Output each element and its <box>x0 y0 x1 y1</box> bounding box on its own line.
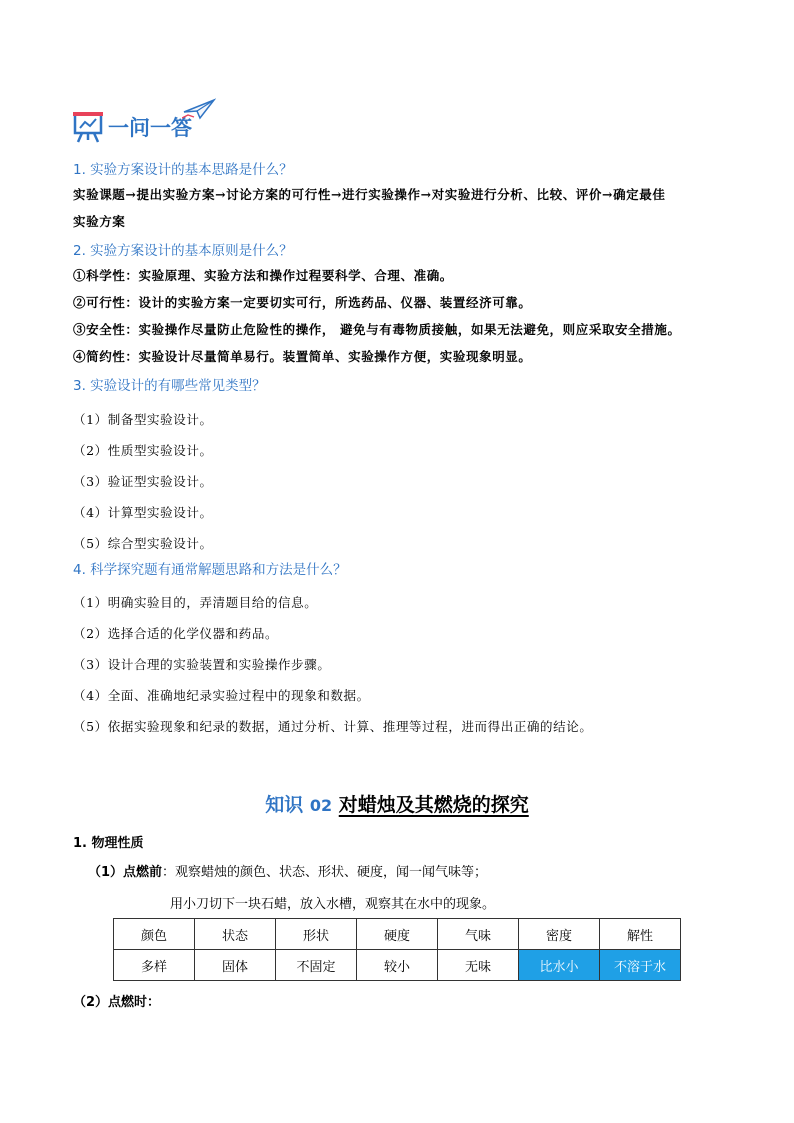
table-cell: 固体 <box>195 950 276 981</box>
table-header-cell: 颜色 <box>114 919 195 950</box>
section-prefix: 知识 <box>265 794 304 816</box>
section-title <box>0 790 794 817</box>
principle-scientific: ①科学性：实验原理、实验方法和操作过程要科学、合理、准确。 <box>73 268 453 283</box>
list-item: （2）性质型实验设计。 <box>73 443 213 458</box>
answer-line: 实验课题→提出实验方案→讨论方案的可行性→进行实验操作→对实验进行分析、比较、评价→确定最佳 <box>73 187 666 202</box>
table-header-cell: 气味 <box>438 919 519 950</box>
table-header-cell: 形状 <box>276 919 357 950</box>
table-cell: 较小 <box>357 950 438 981</box>
principle-simple: ④简约性：实验设计尽量简单易行。装置简单、实验操作方便，实验现象明显。 <box>73 349 532 364</box>
list-item: （1）制备型实验设计。 <box>73 412 213 427</box>
question-3: 3. 实验设计的有哪些常见类型？ <box>73 378 266 394</box>
list-item: （2）选择合适的化学仪器和药品。 <box>73 626 279 641</box>
paper-plane-icon <box>182 98 216 120</box>
before-ignition-label: （1）点燃前 <box>88 865 163 880</box>
principle-feasible: ②可行性：设计的实验方案一定要切实可行，所选药品、仪器、装置经济可靠。 <box>73 295 532 310</box>
list-item: （5）依据实验现象和纪录的数据，通过分析、计算、推理等过程，进而得出正确的结论。 <box>73 719 593 734</box>
table-header-cell: 密度 <box>519 919 600 950</box>
table-cell-highlighted: 比水小 <box>519 950 600 981</box>
list-item: （3）设计合理的实验装置和实验操作步骤。 <box>73 657 331 672</box>
list-item: （5）综合型实验设计。 <box>73 536 213 551</box>
question-2: 2. 实验方案设计的基本原则是什么？ <box>73 243 293 259</box>
section-main-title: 对蜡烛及其燃烧的探究 <box>338 794 529 816</box>
table-cell: 无味 <box>438 950 519 981</box>
table-row <box>114 950 681 981</box>
question-4: 4. 科学探究题有通常解题思路和方法是什么？ <box>73 562 347 578</box>
qa-banner <box>72 98 222 154</box>
table-header-cell: 状态 <box>195 919 276 950</box>
table-cell-highlighted: 不溶于水 <box>600 950 681 981</box>
list-item: （4）全面、准确地纪录实验过程中的现象和数据。 <box>73 688 370 703</box>
before-ignition-text: ：观察蜡烛的颜色、状态、形状、硬度，闻一闻气味等； <box>162 865 488 880</box>
properties-table <box>113 918 681 981</box>
answer-line: 实验方案 <box>73 214 126 229</box>
table-cell: 多样 <box>114 950 195 981</box>
presentation-board-icon <box>72 110 106 144</box>
cut-wax-line: 用小刀切下一块石蜡，放入水槽，观察其在水中的现象。 <box>170 897 496 912</box>
ignition-label: （2）点燃时： <box>73 995 161 1010</box>
qa-title: 一问一答 <box>108 116 192 140</box>
subheading-physical: 1. 物理性质 <box>73 836 144 851</box>
section-number: 02 <box>309 796 333 815</box>
list-item: （4）计算型实验设计。 <box>73 505 213 520</box>
table-header-cell: 硬度 <box>357 919 438 950</box>
table-header-cell: 解性 <box>600 919 681 950</box>
list-item: （3）验证型实验设计。 <box>73 474 213 489</box>
table-cell: 不固定 <box>276 950 357 981</box>
table-header-row <box>114 919 681 950</box>
question-1: 1. 实验方案设计的基本思路是什么？ <box>73 162 293 178</box>
before-ignition-line <box>88 861 487 880</box>
list-item: （1）明确实验目的，弄清题目给的信息。 <box>73 595 318 610</box>
principle-safety: ③安全性：实验操作尽量防止危险性的操作， 避免与有毒物质接触，如果无法避免，则应采取安全措施。 <box>73 322 681 337</box>
